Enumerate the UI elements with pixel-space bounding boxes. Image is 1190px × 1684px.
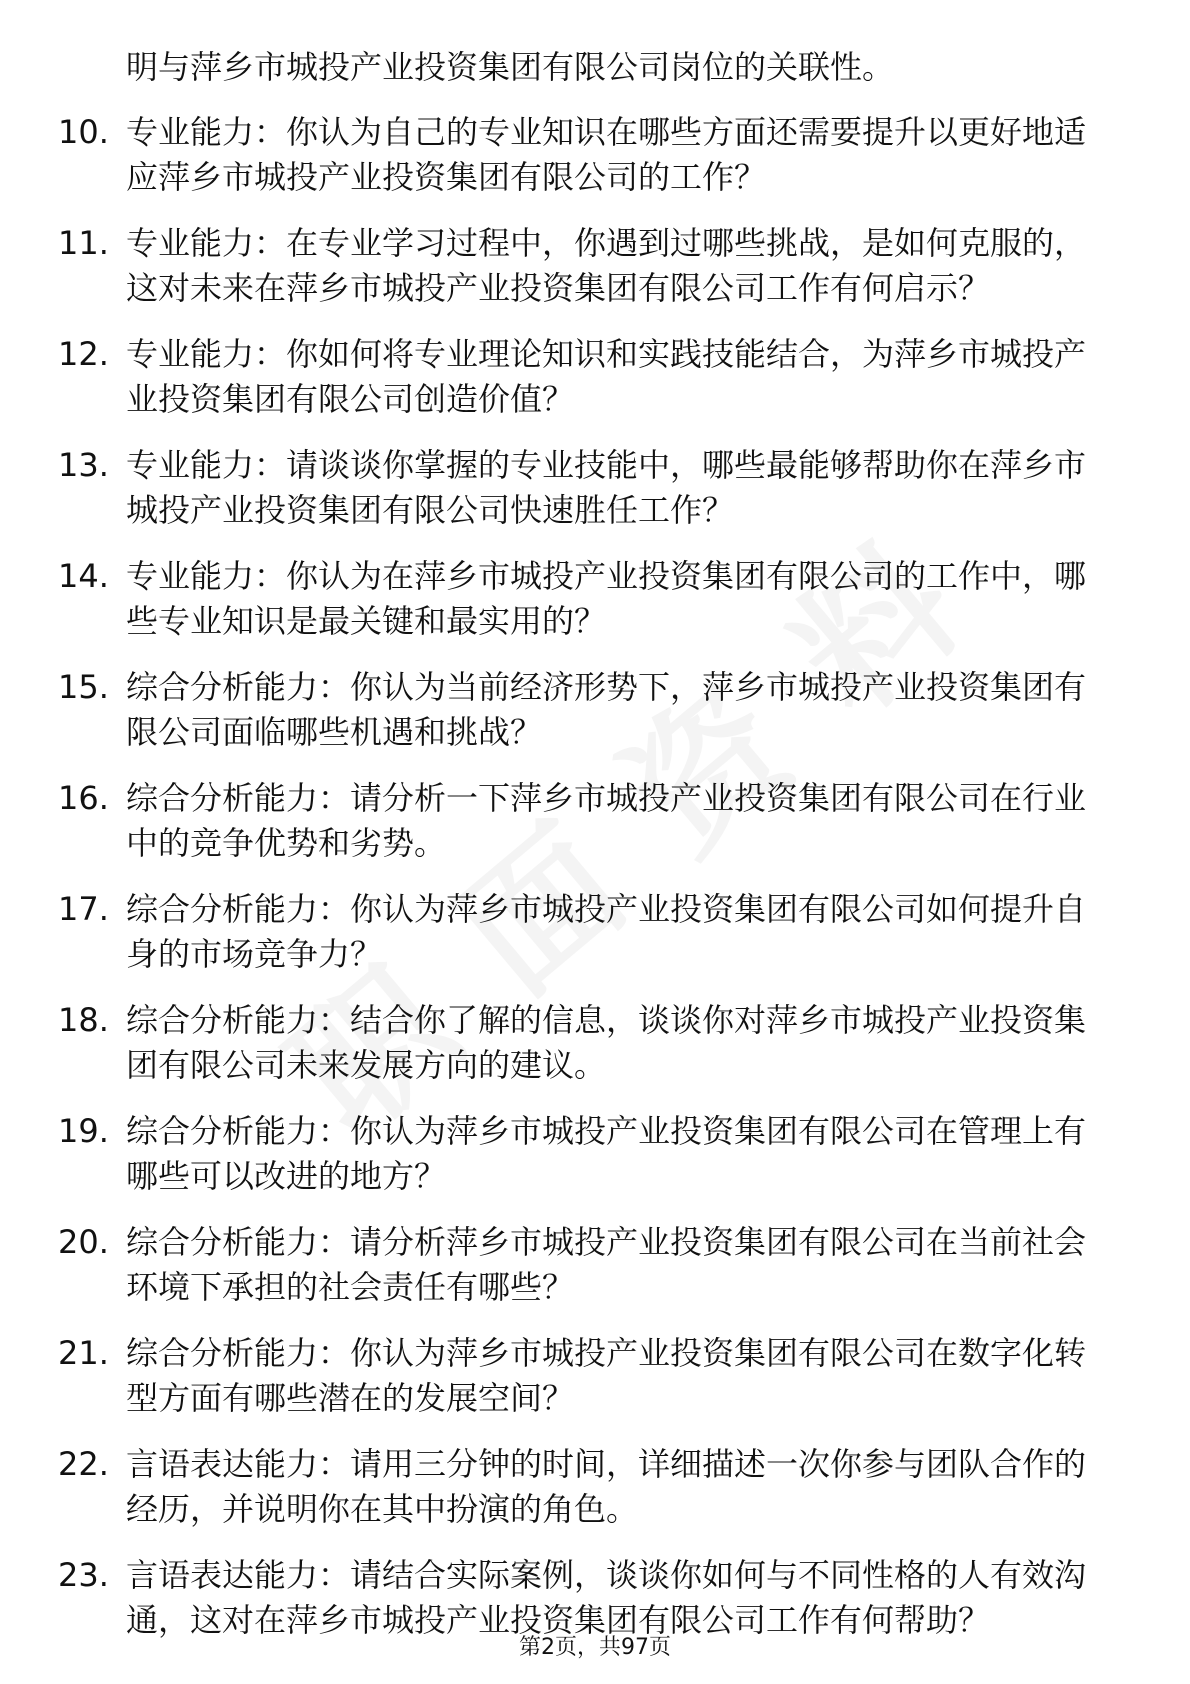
question-item (0, 1220, 1106, 1310)
question-item (0, 776, 1106, 866)
question-item (0, 887, 1106, 977)
question-item (0, 110, 1106, 200)
question-item (0, 554, 1106, 644)
question-text: 专业能力：你认为自己的专业知识在哪些方面还需要提升以更好地适应萍乡市城投产业投资集团有限公司的工作？ (126, 113, 1087, 196)
question-text: 专业能力：你认为在萍乡市城投产业投资集团有限公司的工作中，哪些专业知识是最关键和最实用的？ (126, 557, 1087, 640)
question-item (0, 221, 1106, 311)
question-number: 14. (58, 557, 109, 595)
question-number: 23. (58, 1556, 109, 1594)
question-number: 22. (58, 1445, 109, 1483)
question-text: 综合分析能力：你认为萍乡市城投产业投资集团有限公司如何提升自身的市场竞争力？ (126, 890, 1087, 973)
question-number: 18. (58, 1001, 109, 1039)
question-number: 16. (58, 779, 109, 817)
question-number: 13. (58, 446, 109, 484)
question-list (0, 110, 1190, 1643)
question-number: 21. (58, 1334, 109, 1372)
question-item (0, 665, 1106, 755)
question-number: 11. (58, 224, 109, 262)
question-text: 综合分析能力：你认为萍乡市城投产业投资集团有限公司在数字化转型方面有哪些潜在的发展空间？ (126, 1334, 1087, 1417)
question-number: 10. (58, 113, 109, 151)
question-text: 言语表达能力：请用三分钟的时间，详细描述一次你参与团队合作的经历，并说明你在其中扮演的角色。 (126, 1445, 1087, 1528)
continued-question-text: 明与萍乡市城投产业投资集团有限公司岗位的关联性。 (126, 48, 895, 86)
question-number: 19. (58, 1112, 109, 1150)
question-item (0, 332, 1106, 422)
question-text: 言语表达能力：请结合实际案例，谈谈你如何与不同性格的人有效沟通，这对在萍乡市城投产业投资集团有限公司工作有何帮助？ (126, 1556, 1087, 1639)
question-text: 专业能力：请谈谈你掌握的专业技能中，哪些最能够帮助你在萍乡市城投产业投资集团有限公司快速胜任工作？ (126, 446, 1087, 529)
question-item (0, 1109, 1106, 1199)
page-footer: 第2页，共97页 (519, 1635, 671, 1660)
question-item (0, 1553, 1106, 1643)
question-number: 12. (58, 335, 109, 373)
page-content (0, 45, 1190, 1664)
question-text: 专业能力：你如何将专业理论知识和实践技能结合，为萍乡市城投产业投资集团有限公司创造价值？ (126, 335, 1087, 418)
question-item (0, 1331, 1106, 1421)
question-item (0, 443, 1106, 533)
question-text: 综合分析能力：你认为萍乡市城投产业投资集团有限公司在管理上有哪些可以改进的地方？ (126, 1112, 1087, 1195)
question-text: 综合分析能力：结合你了解的信息，谈谈你对萍乡市城投产业投资集团有限公司未来发展方向的建议。 (126, 1001, 1087, 1084)
question-text: 综合分析能力：请分析萍乡市城投产业投资集团有限公司在当前社会环境下承担的社会责任有哪些？ (126, 1223, 1087, 1306)
question-text: 综合分析能力：你认为当前经济形势下，萍乡市城投产业投资集团有限公司面临哪些机遇和挑战？ (126, 668, 1087, 751)
question-number: 17. (58, 890, 109, 928)
question-number: 20. (58, 1223, 109, 1261)
question-item (0, 998, 1106, 1088)
question-text: 专业能力：在专业学习过程中，你遇到过哪些挑战，是如何克服的，这对未来在萍乡市城投产业投资集团有限公司工作有何启示？ (126, 224, 1087, 307)
question-number: 15. (58, 668, 109, 706)
question-item (0, 1442, 1106, 1532)
question-text: 综合分析能力：请分析一下萍乡市城投产业投资集团有限公司在行业中的竞争优势和劣势。 (126, 779, 1087, 862)
